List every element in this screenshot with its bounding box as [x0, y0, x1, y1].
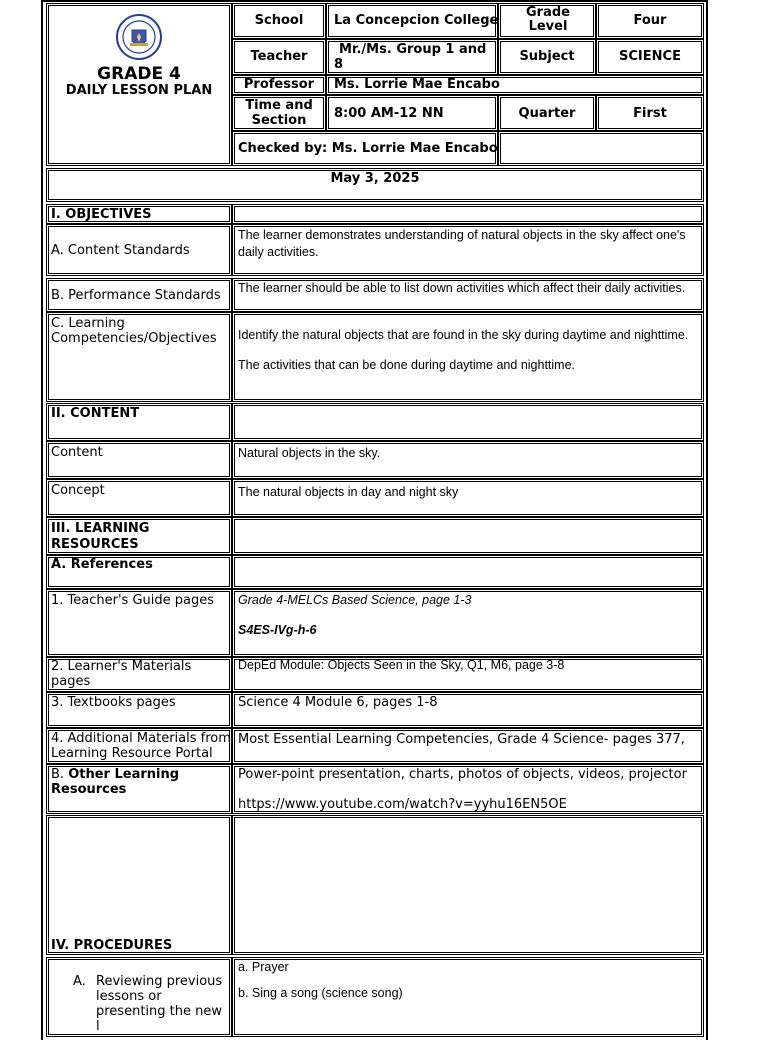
checked-by-signature-cell	[498, 131, 704, 166]
concept-label: Concept	[51, 483, 105, 498]
plan-title: DAILY LESSON PLAN	[65, 83, 213, 98]
objectives-heading: I. OBJECTIVES	[51, 207, 152, 222]
professor-label: Professor	[243, 77, 315, 92]
additional-materials-value: Most Essential Learning Competencies, Grade 4 Science- pages 377,	[238, 732, 685, 747]
quarter-value: First	[633, 106, 667, 121]
learners-materials-value: DepEd Module: Objects Seen in the Sky, Q1, M6, page 3-8	[238, 658, 565, 672]
other-resources-title: Other Learning Resources	[51, 767, 180, 797]
deped-seal-icon	[115, 13, 163, 61]
time-value: 8:00 AM-12 NN	[334, 106, 444, 121]
professor-value: Ms. Lorrie Mae Encabo	[334, 77, 500, 92]
objectives-heading-blank	[232, 204, 704, 224]
competencies-line-1: Identify the natural objects that are found in the sky during daytime and nighttime.	[238, 328, 689, 342]
textbooks-value: Science 4 Module 6, pages 1-8	[238, 695, 438, 710]
resources-heading-blank	[232, 517, 704, 555]
subject-label: Subject	[519, 49, 575, 64]
quarter-label: Quarter	[518, 106, 576, 121]
procedures-heading: IV. PROCEDURES	[51, 938, 173, 953]
additional-materials-label: 4. Additional Materials from Learning Resource Portal	[51, 731, 231, 761]
content-heading: II. CONTENT	[51, 406, 140, 421]
lesson-date: May 3, 2025	[330, 171, 420, 186]
competencies-label: C. Learning Competencies/Objectives	[51, 316, 217, 346]
grade-level-label: Grade Level	[526, 5, 570, 34]
content-value: Natural objects in the sky.	[238, 446, 381, 460]
concept-value: The natural objects in day and night sky	[238, 485, 459, 499]
teachers-guide-value-1: Grade 4-MELCs Based Science, page 1-3	[238, 593, 472, 607]
teacher-label: Teacher	[250, 49, 308, 64]
grade-title: GRADE 4	[97, 64, 181, 84]
performance-standards-value: The learner should be able to list down activities which affect their daily activities.	[238, 281, 686, 295]
references-label: A. References	[51, 557, 153, 572]
content-standards-label: A. Content Standards	[51, 243, 190, 258]
learners-materials-label: 2. Learner's Materials pages	[51, 659, 192, 689]
teacher-value: Mr./Ms. Group 1 and 8	[334, 42, 487, 72]
other-resources-link[interactable]: https://www.youtube.com/watch?v=yyhu16EN5OE	[238, 797, 567, 812]
other-resources-prefix: B.	[51, 767, 69, 782]
procedure-a-label: Reviewing previous lessons or presenting the new l	[96, 974, 223, 1034]
content-heading-blank	[232, 403, 704, 441]
content-standards-value: The learner demonstrates understanding of natural objects in the sky affect one's daily activities.	[238, 228, 686, 259]
time-label: Time and Section	[245, 98, 313, 128]
procedure-a-marker: A.	[73, 974, 86, 989]
other-resources-value-1: Power-point presentation, charts, photos of objects, videos, projector	[238, 767, 687, 782]
references-blank	[232, 555, 704, 589]
procedures-heading-blank	[232, 815, 704, 955]
resources-heading: III. LEARNING RESOURCES	[51, 521, 150, 552]
checked-by: Checked by: Ms. Lorrie Mae Encabo	[238, 141, 498, 156]
grade-level-value: Four	[633, 13, 667, 28]
school-value: La Concepcion College	[334, 13, 499, 28]
procedure-a-item-2: b. Sing a song (science song)	[238, 986, 403, 1000]
subject-value: SCIENCE	[619, 49, 681, 64]
teachers-guide-value-2: S4ES-IVg-h-6	[238, 623, 317, 637]
content-label: Content	[51, 445, 103, 460]
other-resources-label	[51, 767, 227, 797]
teachers-guide-label: 1. Teacher's Guide pages	[51, 593, 214, 608]
procedure-a-item-1: a. Prayer	[238, 960, 289, 974]
performance-standards-label: B. Performance Standards	[51, 288, 221, 303]
textbooks-label: 3. Textbooks pages	[51, 695, 176, 710]
school-label: School	[254, 13, 304, 28]
procedures-heading-cell	[46, 815, 232, 955]
competencies-line-2: The activities that can be done during daytime and nighttime.	[238, 358, 576, 372]
